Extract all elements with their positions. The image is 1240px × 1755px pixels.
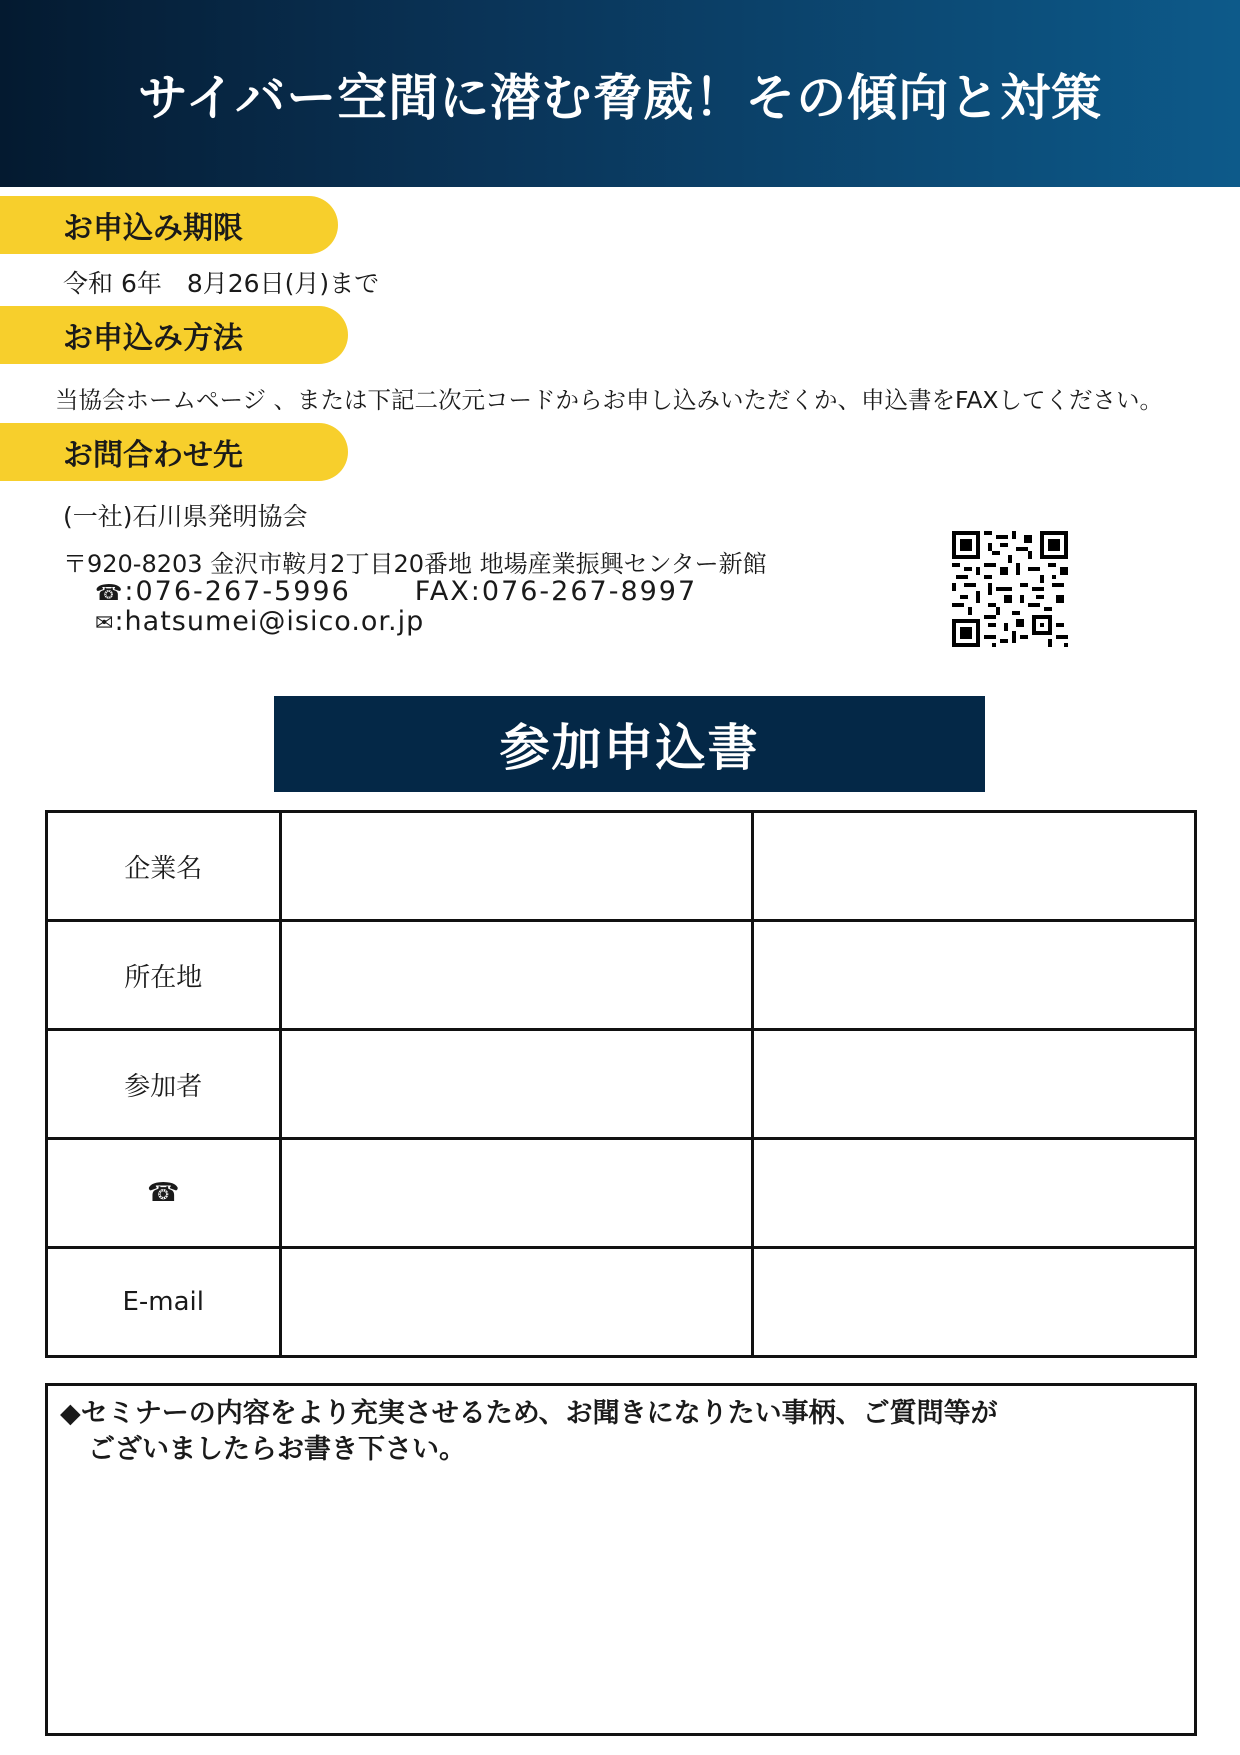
email-field-2[interactable] [753, 1248, 1196, 1357]
address-field-2[interactable] [753, 921, 1196, 1030]
email-label: E-mail [47, 1248, 281, 1357]
contact-label: お問合わせ先 [0, 423, 348, 481]
contact-tel-fax [95, 576, 697, 607]
phone-field-2[interactable] [753, 1139, 1196, 1248]
contact-org: (一社)石川県発明協会 [63, 502, 308, 531]
company-field-2[interactable] [753, 812, 1196, 921]
contact-fax: FAX:076-267-8997 [414, 576, 698, 607]
comments-box[interactable] [45, 1383, 1197, 1736]
contact-address: 〒920-8203 金沢市鞍月2丁目20番地 地場産業振興センター新館 [63, 550, 767, 578]
qr-code[interactable] [952, 531, 1068, 647]
participant-field[interactable] [280, 1030, 753, 1139]
header-banner [0, 0, 1240, 187]
method-label: お申込み方法 [0, 306, 348, 364]
deadline-value: 令和 6年 8月26日(月)まで [63, 269, 380, 298]
address-label: 所在地 [47, 921, 281, 1030]
form-row-participant [47, 1030, 1196, 1139]
method-value: 当協会ホームページ 、または下記二次元コードからお申し込みいただくか、申込書をFAXしてください。 [55, 386, 1164, 414]
phone-field[interactable] [280, 1139, 753, 1248]
form-title: 参加申込書 [274, 696, 985, 792]
address-field[interactable] [280, 921, 753, 1030]
page-title: サイバー空間に潜む脅威！その傾向と対策 [137, 68, 1103, 127]
mail-icon: ✉ [95, 611, 115, 636]
email-field[interactable] [280, 1248, 753, 1357]
contact-tel: :076-267-5996 [124, 576, 351, 607]
contact-email-line [95, 606, 424, 637]
participant-field-2[interactable] [753, 1030, 1196, 1139]
comments-prompt-line2: ございましたらお書き下さい。 [88, 1434, 466, 1465]
participant-label: 参加者 [47, 1030, 281, 1139]
phone-icon: ☎ [95, 581, 125, 606]
company-field[interactable] [280, 812, 753, 921]
comments-prompt-line1: ◆セミナーの内容をより充実させるため、お聞きになりたい事柄、ご質問等が [60, 1398, 998, 1429]
phone-icon: ☎ [47, 1139, 281, 1248]
form-row-phone [47, 1139, 1196, 1248]
form-row-email [47, 1248, 1196, 1357]
contact-email[interactable]: :hatsumei@isico.or.jp [114, 606, 425, 637]
company-label: 企業名 [47, 812, 281, 921]
form-row-address [47, 921, 1196, 1030]
form-row-company [47, 812, 1196, 921]
application-form [45, 810, 1197, 1358]
deadline-label: お申込み期限 [0, 196, 338, 254]
